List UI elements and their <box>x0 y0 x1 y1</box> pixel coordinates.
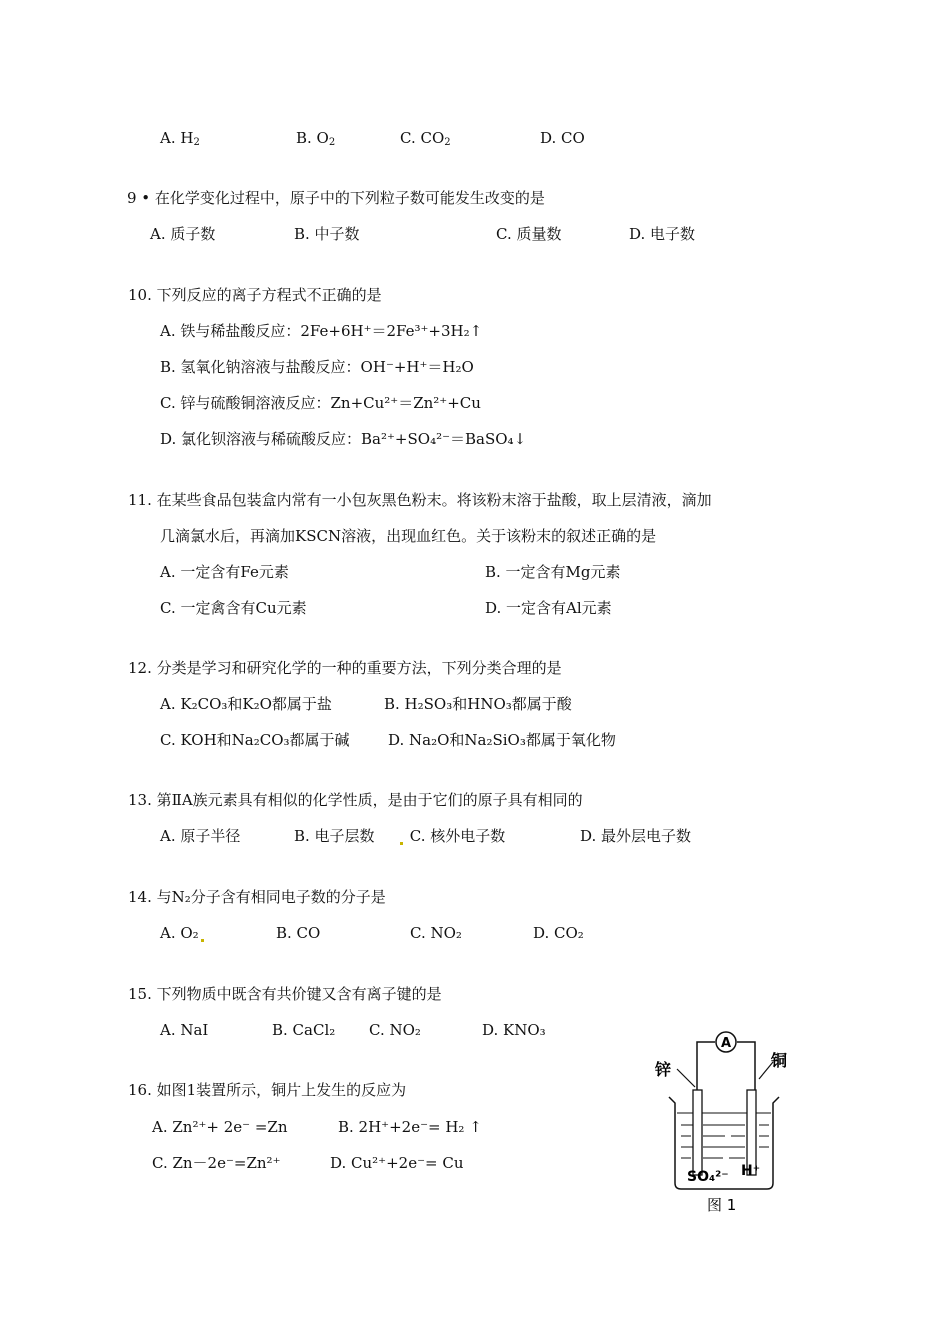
q16-option-a: A. Zn²⁺+ 2e⁻ =Zn <box>152 1118 288 1136</box>
q12-option-c: C. KOH和Na₂CO₃都属于碱 <box>160 731 350 749</box>
figure-caption: 图 1 <box>707 1196 737 1214</box>
galvanic-cell-figure <box>645 1015 805 1220</box>
q8-option-b: B. $O_2$ <box>296 129 336 148</box>
q13-option-d: D. 最外层电子数 <box>580 827 692 845</box>
ammeter-label: A <box>720 1036 732 1051</box>
q9-stem: 9 • 在化学变化过程中，原子中的下列粒子数可能发生改变的是 <box>127 189 545 207</box>
q15-option-c: C. NO₂ <box>369 1021 421 1039</box>
q15-option-d: D. KNO₃ <box>482 1021 546 1039</box>
hydrogen-ion-label: H⁺ <box>741 1163 761 1179</box>
q12-option-d: D. Na₂O和Na₂SiO₃都属于氧化物 <box>388 731 616 749</box>
sulfate-ion-label: SO₄²⁻ <box>687 1169 729 1185</box>
q9-option-d: D. 电子数 <box>629 225 696 243</box>
q14-option-b: B. CO <box>276 924 321 942</box>
q16-option-b: B. 2H⁺+2e⁻= H₂ ↑ <box>338 1118 482 1136</box>
q9-option-a: A. 质子数 <box>150 225 216 243</box>
stray-dot <box>400 842 403 845</box>
q16-option-c: C. Zn－2e⁻=Zn²⁺ <box>152 1154 281 1172</box>
q11-stem-line1: 11. 在某些食品包装盒内常有一小包灰黑色粉末。将该粉末溶于盐酸，取上层清液，滴加 <box>128 491 712 509</box>
q10-option-d: D. 氯化钡溶液与稀硫酸反应：Ba²⁺+SO₄²⁻＝BaSO₄↓ <box>160 430 527 448</box>
q10-option-a: A. 铁与稀盐酸反应：2Fe+6H⁺＝2Fe³⁺+3H₂↑ <box>160 322 483 340</box>
q12-stem: 12. 分类是学习和研究化学的一种的重要方法，下列分类合理的是 <box>128 659 562 677</box>
q14-option-d: D. CO₂ <box>533 924 584 942</box>
q10-option-b: B. 氢氧化钠溶液与盐酸反应：OH⁻+H⁺＝H₂O <box>160 358 474 376</box>
q12-option-a: A. K₂CO₃和K₂O都属于盐 <box>160 695 332 713</box>
q13-option-b: B. 电子层数 <box>294 827 375 845</box>
q16-stem: 16. 如图1装置所示，铜片上发生的反应为 <box>128 1081 407 1099</box>
q11-option-a: A. 一定含有Fe元素 <box>160 563 289 581</box>
q10-option-c: C. 锌与硫酸铜溶液反应：Zn+Cu²⁺＝Zn²⁺+Cu <box>160 394 481 412</box>
q11-option-d: D. 一定含有Al元素 <box>485 599 612 617</box>
q9-option-b: B. 中子数 <box>294 225 360 243</box>
q14-stem: 14. 与N₂分子含有相同电子数的分子是 <box>128 888 386 906</box>
q11-stem-line2: 几滴氯水后，再滴加KSCN溶液，出现血红色。关于该粉末的叙述正确的是 <box>160 527 657 545</box>
q15-stem: 15. 下列物质中既含有共价键又含有离子键的是 <box>128 985 442 1003</box>
q13-stem: 13. 第ⅡA族元素具有相似的化学性质，是由于它们的原子具有相同的 <box>128 791 583 809</box>
zinc-electrode <box>693 1090 702 1175</box>
q12-option-b: B. H₂SO₃和HNO₃都属于酸 <box>384 695 572 713</box>
copper-label: 铜 <box>771 1051 788 1070</box>
q13-option-c: C. 核外电子数 <box>398 826 505 846</box>
q11-option-c: C. 一定禽含有Cu元素 <box>160 599 307 617</box>
q8-option-d: D. CO <box>540 129 585 147</box>
q14-option-a: A. O₂ <box>160 923 206 943</box>
q16-option-d: D. Cu²⁺+2e⁻= Cu <box>330 1154 464 1172</box>
stray-dot <box>201 939 204 942</box>
q13-option-a: A. 原子半径 <box>160 827 241 845</box>
q10-stem: 10. 下列反应的离子方程式不正确的是 <box>128 286 382 304</box>
q15-option-b: B. CaCl₂ <box>272 1021 336 1039</box>
q15-option-a: A. NaI <box>160 1021 209 1039</box>
zinc-label: 锌 <box>655 1060 672 1079</box>
q9-option-c: C. 质量数 <box>496 225 562 243</box>
q8-option-a: A. $H_2$ <box>160 129 200 148</box>
q8-option-c: C. $CO_2$ <box>400 129 451 148</box>
q14-option-c: C. NO₂ <box>410 924 462 942</box>
q11-option-b: B. 一定含有Mg元素 <box>485 563 621 581</box>
